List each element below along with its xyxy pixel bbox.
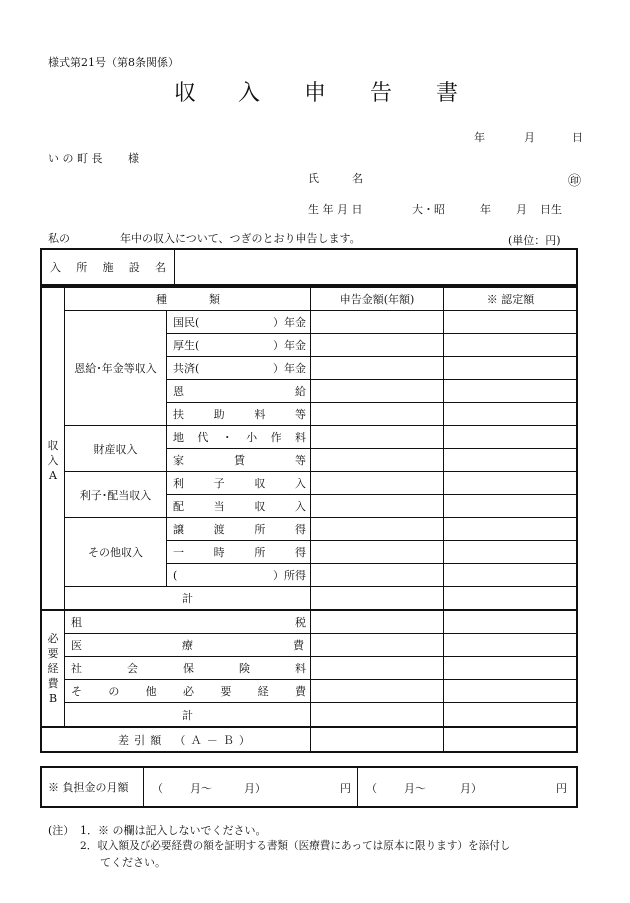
income-total-label: 計 (182, 592, 193, 605)
facility-label: 入 所 施 設 名 (50, 261, 166, 274)
header-approved-amount: ※ 認定額 (486, 292, 535, 306)
intro-prefix: 私の (48, 232, 70, 245)
birth-month: 月 (516, 203, 527, 216)
note-2: 2．収入額及び必要経費の額を証明する書類（医療費にあっては原本に限ります）を添付し (80, 840, 511, 852)
row-occasional-income: 一 時 所 得 (173, 546, 306, 559)
addressee: い の 町 長 様 (48, 152, 139, 165)
seal-mark: ㊞ (568, 174, 582, 189)
row-mutual-pension: 共済( ）年金 (173, 362, 306, 375)
row-land-rent: 地 代 ・ 小 作 料 (173, 431, 306, 444)
group-interest-dividend-income: 利子･配当収入 (79, 488, 152, 502)
date-month-label: 月 (524, 131, 535, 144)
group-other-income: その他収入 (88, 546, 143, 559)
row-welfare-pension: 厚生( ）年金 (173, 339, 306, 352)
intro-text: 年中の収入について、つぎのとおり申告します。 (120, 232, 361, 245)
notes-prefix: (注） (48, 824, 75, 837)
page-title: 収 入 申 告 書 (174, 81, 459, 106)
expense-b-label: 必 要 経 費 B (47, 632, 59, 705)
declared-amount-field[interactable] (311, 311, 443, 333)
header-kind: 種 類 (156, 292, 220, 306)
row-other-expense: そ の 他 必 要 経 費 (71, 685, 306, 698)
row-national-pension: 国民( ）年金 (173, 316, 306, 329)
row-other-income: ( ）所得 (173, 568, 306, 582)
row-house-rent: 家 賃 等 (173, 454, 306, 467)
declared-difference-field[interactable] (311, 728, 443, 752)
row-dividend: 配 当 収 入 (173, 500, 306, 513)
facility-name-field[interactable] (176, 250, 576, 284)
income-a-label: 収 入 A (47, 438, 59, 482)
approved-amount-field[interactable] (444, 311, 577, 333)
row-social-insurance: 社 会 保 険 料 (71, 662, 306, 675)
note-2-continued: てください。 (100, 856, 166, 869)
group-property-income: 財産収入 (93, 442, 138, 456)
row-onkyu: 恩 給 (173, 385, 306, 398)
expense-total-label: 計 (182, 708, 193, 722)
birth-label: 生 年 月 日 (308, 203, 363, 216)
row-medical: 医 療 費 (71, 639, 304, 652)
date-day-label: 日 (572, 131, 583, 144)
row-interest: 利 子 収 入 (173, 477, 306, 490)
name-label: 氏 名 (308, 172, 363, 185)
date-year-label: 年 (474, 131, 485, 144)
header-declared-amount: 申告金額(年額) (339, 292, 415, 306)
birth-year: 年 (480, 203, 491, 216)
row-transfer-income: 譲 渡 所 得 (173, 523, 306, 536)
group-pension-income: 恩給･年金等収入 (74, 362, 157, 375)
birth-era: 大・昭 (412, 203, 445, 216)
row-tax: 租 税 (71, 616, 306, 629)
unit-label: (単位：円) (508, 234, 561, 247)
difference-label: 差 引 額 （ Ａ － Ｂ ） (118, 734, 250, 747)
birth-day: 日生 (540, 203, 562, 216)
note-1: 1．※ の欄は記入しないでください。 (80, 824, 267, 837)
burden-label: ※ 負担金の月額 (48, 781, 129, 794)
form-number: 様式第21号（第8条関係） (48, 56, 179, 69)
row-fujoryo: 扶 助 料 等 (173, 408, 306, 421)
approved-difference-field[interactable] (444, 728, 577, 752)
